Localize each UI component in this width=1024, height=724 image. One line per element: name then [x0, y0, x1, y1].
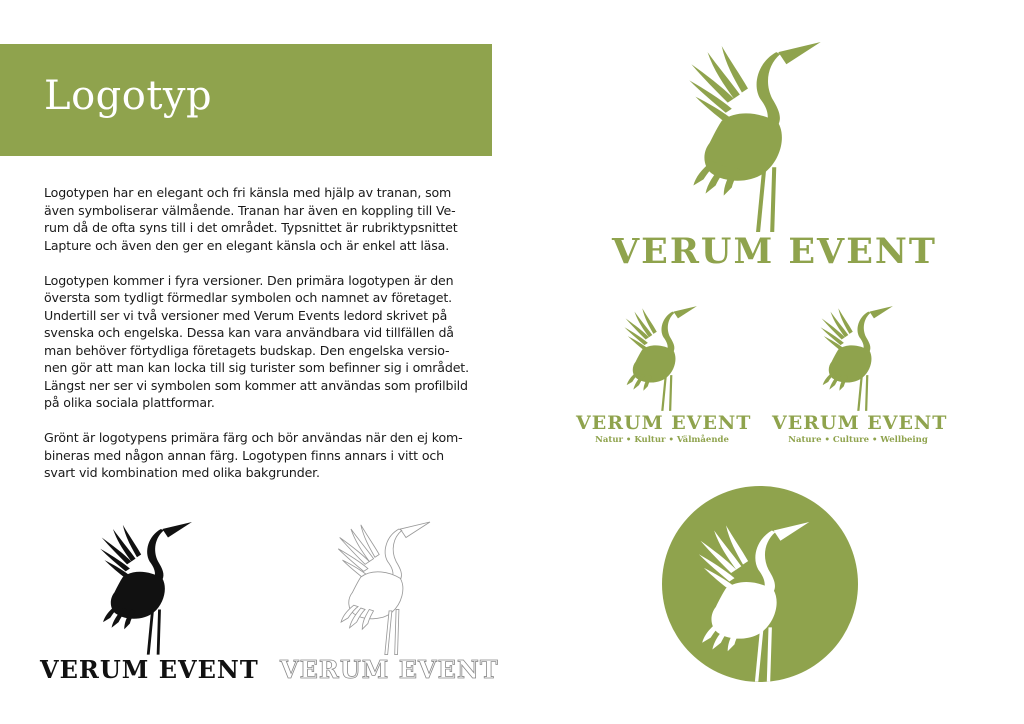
page-title: Logotyp: [44, 73, 213, 119]
crane-icon-black: [94, 522, 194, 656]
text-line: Undertill ser vi två versioner med Verum Events ledord skrivet på: [44, 307, 448, 323]
body-text: [44, 184, 484, 499]
profile-symbol: [662, 486, 858, 682]
english-wordmark: VERUM EVENT: [772, 412, 948, 434]
paragraph-3: [44, 429, 484, 482]
white-wordmark: VERUM EVENT: [280, 655, 499, 684]
text-line: Grönt är logotypens primära färg och bör användas när den ej kom-: [44, 430, 463, 445]
text-line: bineras med någon annan färg. Logotypen finns annars i vitt och: [44, 447, 444, 463]
primary-wordmark: VERUM EVENT: [612, 231, 937, 272]
text-line: översta som tydligt förmedlar symbolen och namnet av företaget.: [44, 290, 452, 305]
text-line: Logotypen kommer i fyra versioner. Den primära logotypen är den: [44, 272, 454, 288]
swedish-wordmark: VERUM EVENT: [576, 412, 752, 434]
text-line: nen gör att man kan locka till sig turister som befinner sig i området.: [44, 360, 469, 375]
text-line: även symboliserar välmående. Tranan har även en koppling till Ve-: [44, 202, 456, 218]
text-line: svenska och engelska. Dessa kan vara användbara vid tillfällen då: [44, 325, 454, 340]
paragraph-2: [44, 272, 484, 412]
text-line: Lapture och även den ger en elegant känsla och är enkel att läsa.: [44, 237, 450, 253]
black-wordmark: VERUM EVENT: [40, 655, 259, 684]
text-line: Längst ner ser vi symbolen som kommer att användas som profilbild: [44, 377, 468, 393]
text-line: Logotypen har en elegant och fri känsla med hjälp av tranan, som: [44, 185, 452, 200]
text-line: svart vid kombination med olika bakgrunder.: [44, 465, 320, 480]
text-line: man behöver förtydliga företagets budskap. Den engelska versio-: [44, 342, 450, 358]
crane-icon-primary: [680, 42, 824, 234]
english-tagline: Nature • Culture • Wellbeing: [788, 435, 928, 445]
crane-icon-white: [332, 522, 432, 656]
crane-icon-swedish: [620, 306, 698, 412]
crane-icon-english: [816, 306, 894, 412]
paragraph-1: [44, 184, 484, 254]
text-line: rum då de ofta syns till i det området. Typsnittet är rubriktypsnittet: [44, 220, 458, 235]
text-line: på olika sociala plattformar.: [44, 395, 215, 410]
swedish-tagline: Natur • Kultur • Välmående: [595, 435, 729, 445]
